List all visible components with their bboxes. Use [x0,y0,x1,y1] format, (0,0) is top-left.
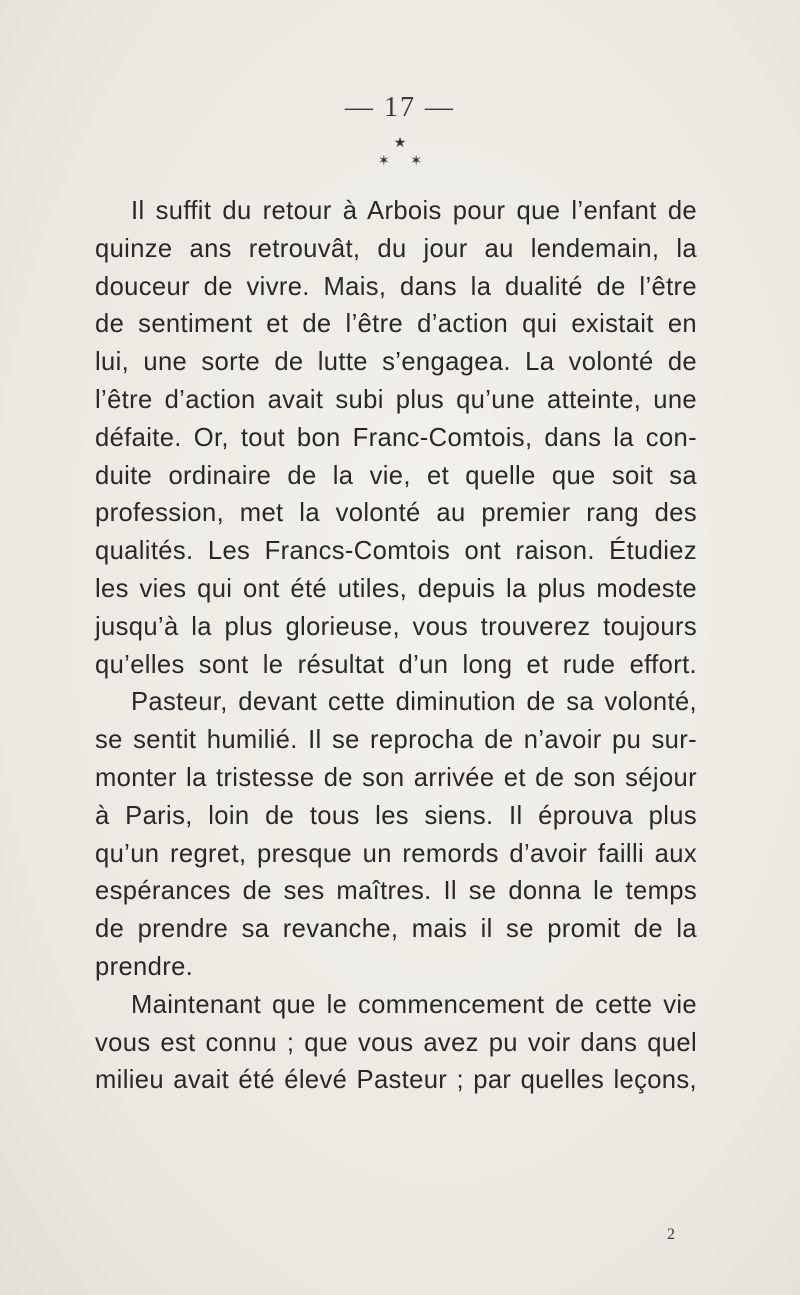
text-line: Pasteur, devant cette diminution de sa volonté, [131,688,697,717]
page-number-header: — 17 — [345,92,455,123]
text-line: prendre. [95,952,194,981]
text-line: monter la tristesse de son arrivée et de son séjour [95,763,697,792]
text-line: se sentit humilié. Il se reprocha de n’avoir pu sur- [95,726,697,755]
text-line: Il suffit du retour à Arbois pour que l’enfant de [131,197,697,225]
star-ornament-bottom: ✶ ✶ [378,153,430,169]
text-line: quinze ans retrouvât, du jour au lendemain, la [95,234,697,263]
text-line: espérances de ses maîtres. Il se donna le temps [95,877,697,906]
text-line: milieu avait été élevé Pasteur ; par quelles leçons, [95,1066,697,1095]
text-line: qu’elles sont le résultat d’un long et rude effort. [95,650,697,679]
text-line: l’être d’action avait subi plus qu’une atteinte, une [95,385,697,414]
text-line: de sentiment et de l’être d’action qui existait en [95,310,697,339]
signature-mark: 2 [667,1226,675,1243]
text-line: jusqu’à la plus glorieuse, vous trouverez toujours [95,612,697,641]
text-line: Maintenant que le commencement de cette vie [131,990,697,1019]
text-line: les vies qui ont été utiles, depuis la plus modeste [95,574,697,603]
text-line: douceur de vivre. Mais, dans la dualité de l’être [95,272,697,301]
text-line: profession, met la volonté au premier rang des [95,499,697,528]
text-line: de prendre sa revanche, mais il se promit de la [95,915,697,944]
star-ornament-top: ★ [393,135,407,151]
section-ornament [0,136,800,168]
text-line: à Paris, loin de tous les siens. Il éprouva plus [95,801,697,830]
text-line: qualités. Les Francs-Comtois ont raison. Étudiez [95,537,697,566]
text-line: qu’un regret, presque un remords d’avoir failli aux [95,839,697,868]
text-line: vous est connu ; que vous avez pu voir dans quel [95,1028,697,1057]
text-line: défaite. Or, tout bon Franc-Comtois, dans la con- [95,423,697,452]
body-text [95,193,697,1100]
text-line: lui, une sorte de lutte s’engagea. La volonté de [95,348,697,377]
text-line: duite ordinaire de la vie, et quelle que soit sa [95,461,697,490]
